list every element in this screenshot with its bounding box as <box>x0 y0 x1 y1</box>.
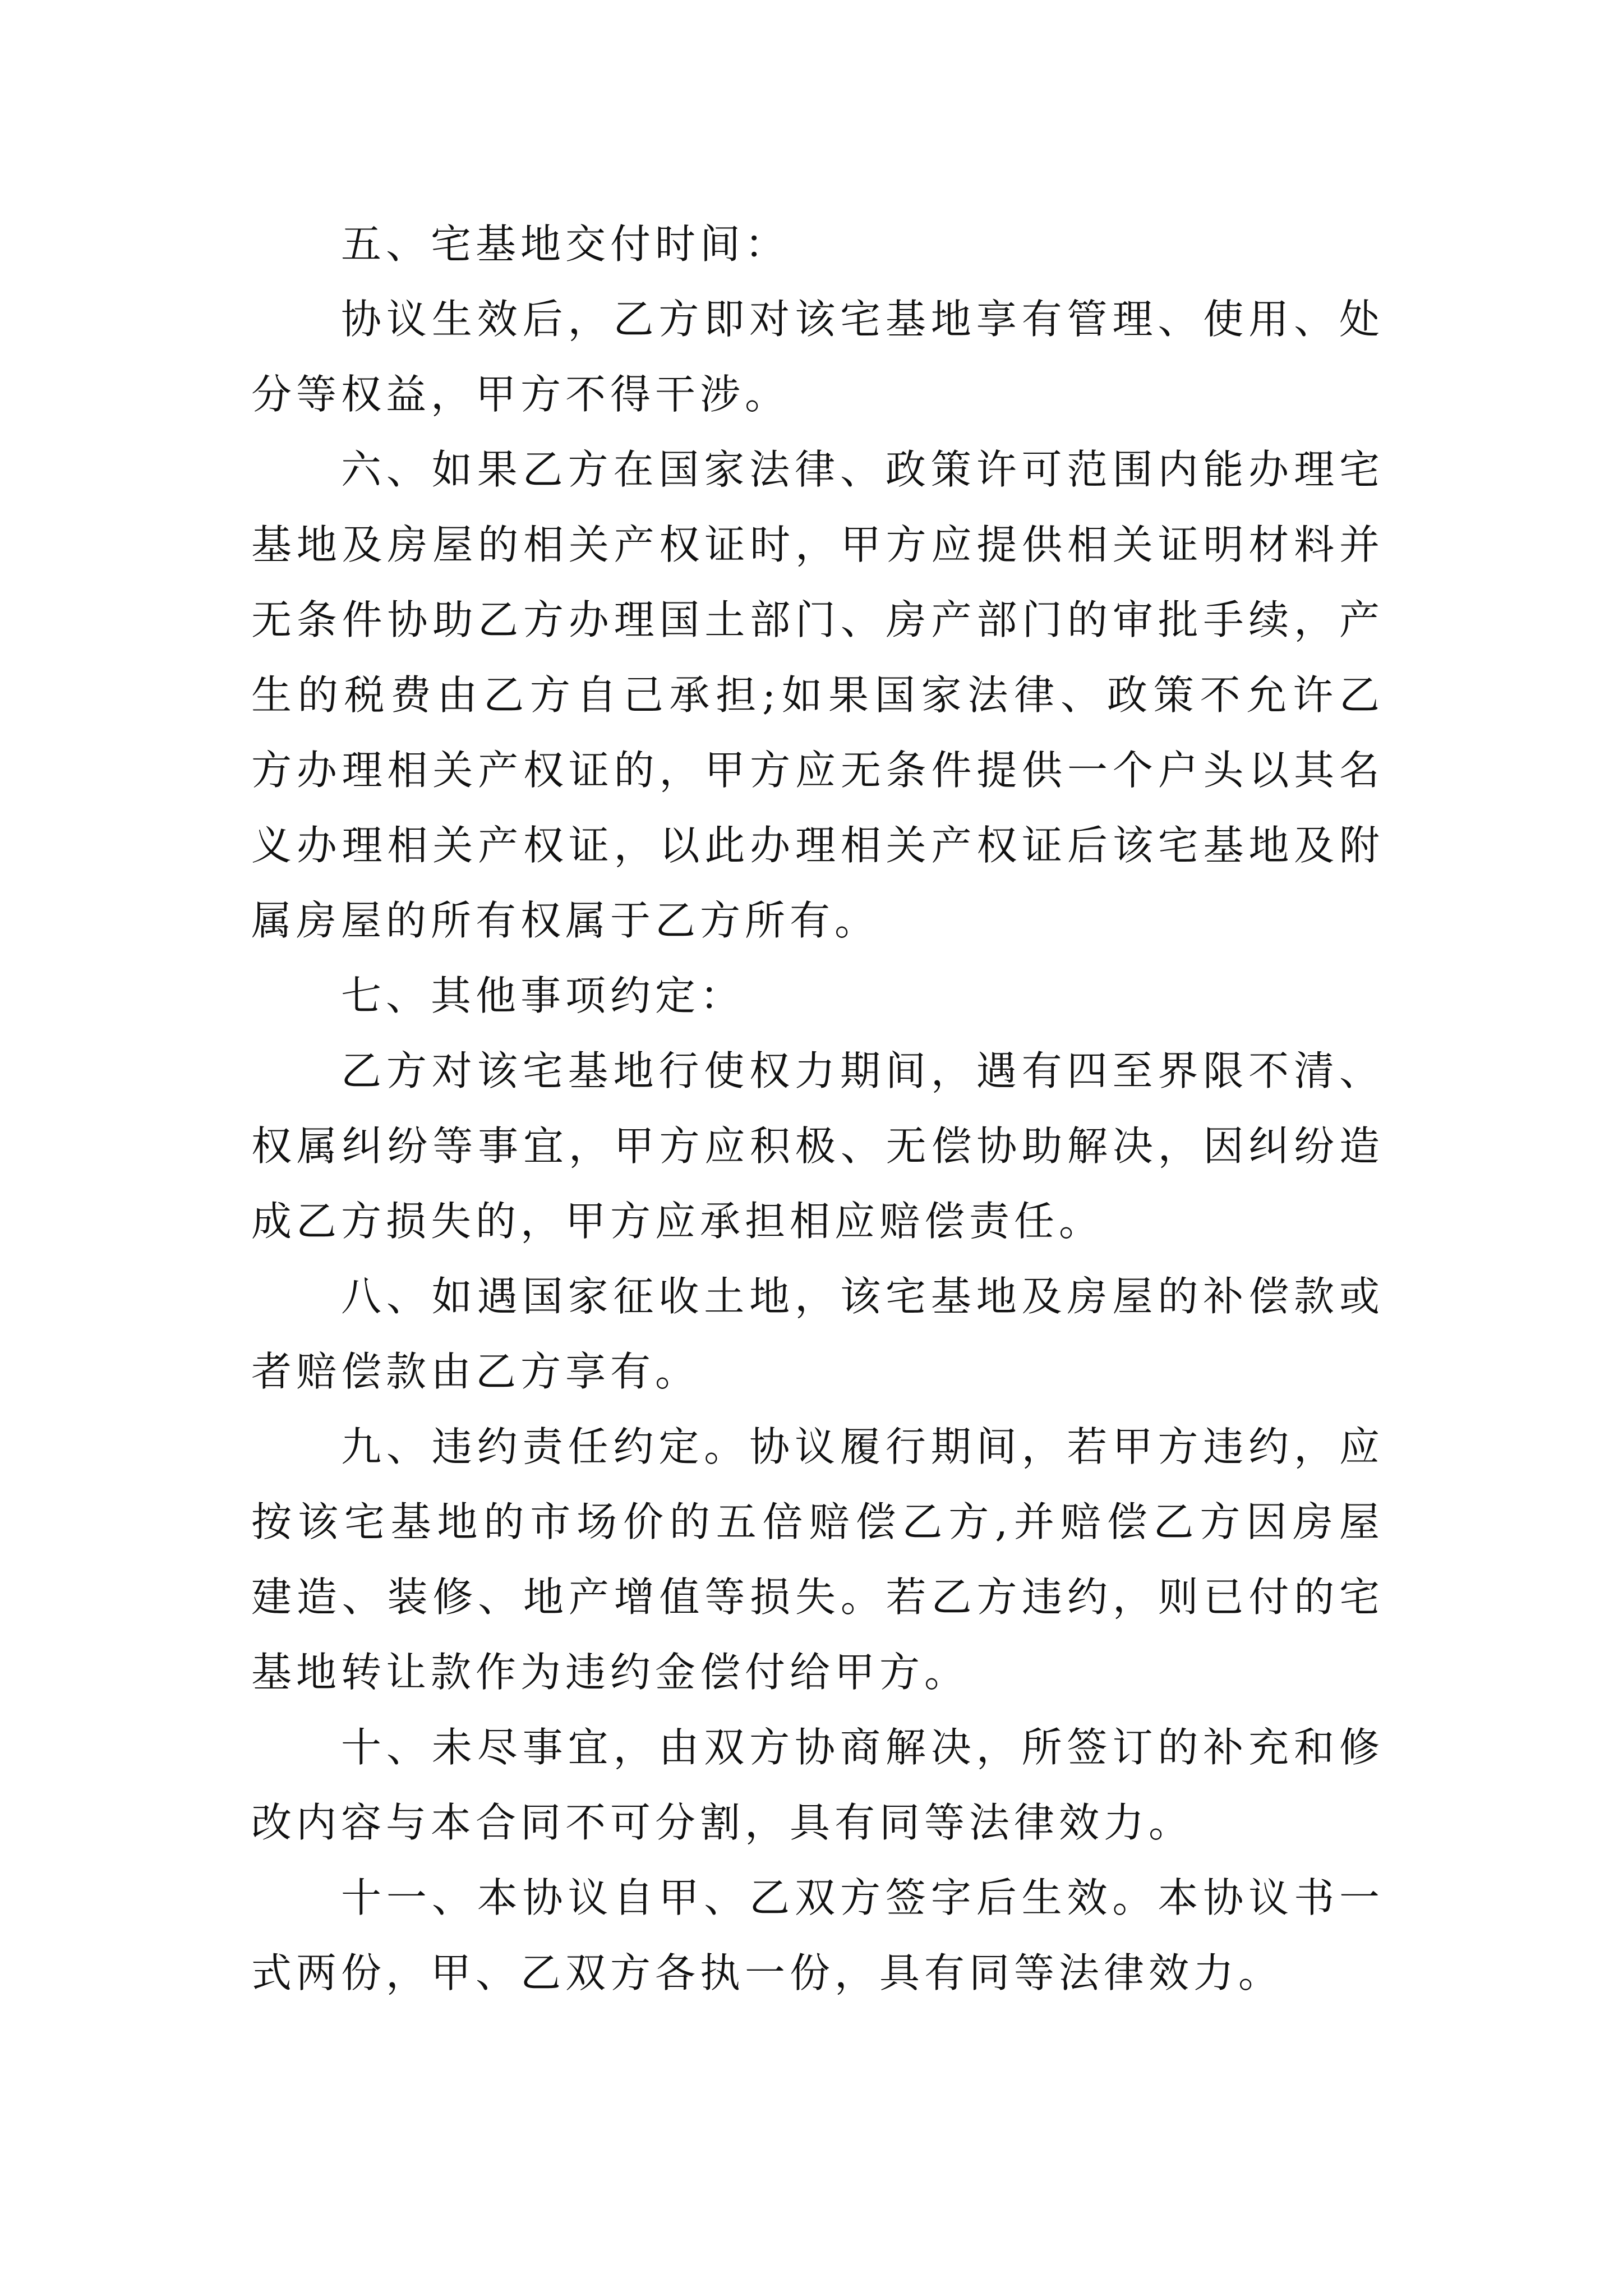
paragraph-breach-liability: 九、违约责任约定。协议履行期间，若甲方违约，应按该宅基地的市场价的五倍赔偿乙方,并赔偿乙方因房屋建造、装修、地产增值等损失。若乙方违约，则已付的宅基地转让款作为违约金偿付给甲方。 <box>251 1423 1384 1696</box>
section-heading-7: 七、其他事项约定： <box>341 972 745 1019</box>
paragraph-unresolved-matters: 十、未尽事宜，由双方协商解决，所签订的补充和修改内容与本合同不可分割，具有同等法律效力。 <box>251 1724 1384 1846</box>
paragraph-land-requisition: 八、如遇国家征收土地，该宅基地及房屋的补偿款或者赔偿款由乙方享有。 <box>251 1273 1384 1395</box>
section-heading-5: 五、宅基地交付时间： <box>341 220 790 268</box>
paragraph-boundary-disputes: 乙方对该宅基地行使权力期间，遇有四至界限不清、权属纠纷等事宜，甲方应积极、无偿协助解决，因纠纷造成乙方损失的，甲方应承担相应赔偿责任。 <box>251 1047 1384 1245</box>
paragraph-effectiveness: 十一、本协议自甲、乙双方签字后生效。本协议书一式两份，甲、乙双方各执一份，具有同等法律效力。 <box>251 1874 1384 1996</box>
document-body <box>251 206 1384 2010</box>
paragraph-property-certificate: 六、如果乙方在国家法律、政策许可范围内能办理宅基地及房屋的相关产权证时，甲方应提供相关证明材料并无条件协助乙方办理国土部门、房产部门的审批手续，产生的税费由乙方自己承担;如果国家法律、政策不允许乙方办理相关产权证的，甲方应无条件提供一个户头以其名义办理相关产权证，以此办理相关产权证后该宅基地及附属房屋的所有权属于乙方所有。 <box>251 446 1384 944</box>
paragraph-delivery-rights: 协议生效后，乙方即对该宅基地享有管理、使用、处分等权益，甲方不得干涉。 <box>251 296 1384 418</box>
